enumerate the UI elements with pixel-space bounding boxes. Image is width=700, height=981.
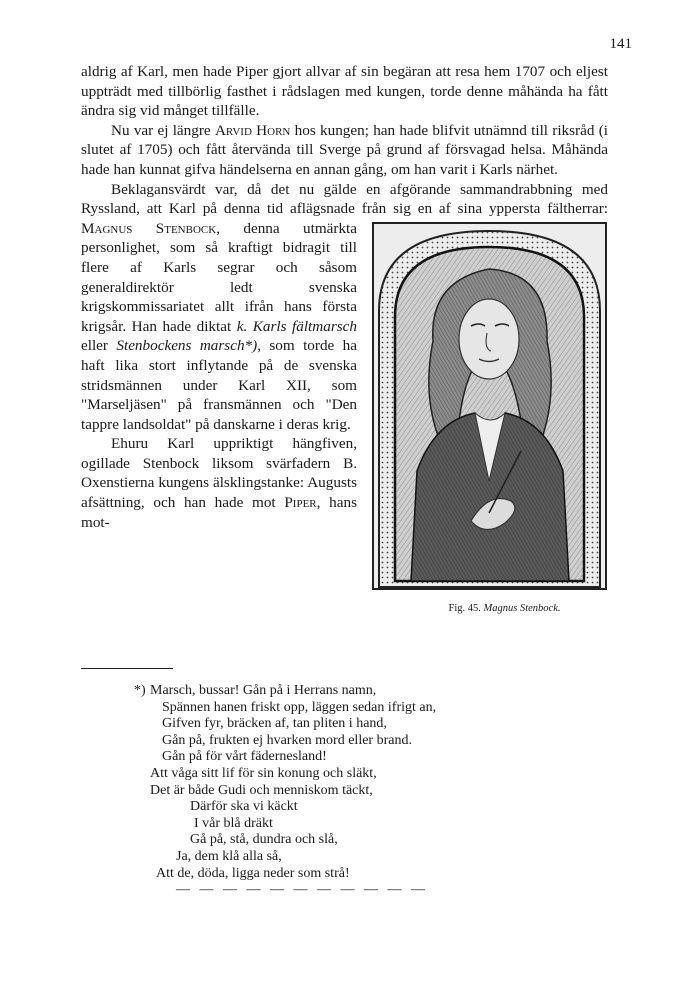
footnote-line-8: Därför ska vi käckt <box>190 799 298 815</box>
footnote-dashes: — — — — — — — — — — — <box>176 882 428 898</box>
paragraph-4-text-b: , hans mot- <box>81 494 357 531</box>
name-magnus-stenbock: Magnus Stenbock <box>81 219 217 237</box>
portrait-figure <box>371 221 608 617</box>
song-title-stenbockens-marsch: Stenbockens marsch*) <box>116 337 258 355</box>
paragraph-3-text-d: , som torde ha haft lika stort inflytande på de svenska stridsmännen under Karl XII, som "Marseljäsen" på fransmännen och "Den tappre landsoldat" på danskarne i deras krig. <box>81 337 358 433</box>
paragraph-3-text-c: eller <box>81 337 117 355</box>
paragraph-1-text: aldrig af Karl, men hade Piper gjort allvar af sin begäran att resa hem 1707 och eljest uppträdt med tillbörlig fasthet i rådslagen med kungen, torde denne måhända ha fått ändra sig vid månget tillfälle. <box>81 63 608 120</box>
song-title-faltmarsch: k. Karls fältmarsch <box>236 317 357 335</box>
footnote-line-7: Det är både Gudi och menniskom täckt, <box>150 782 373 798</box>
paragraph-2-text-b: hos kungen; han hade blifvit utnämnd till riksråd (i slutet af 1705) och fått återvända till Sverge på grund af försvagad helsa. Måhända hade han kunnat gifva händelserna en annan gång, om han varit i Karls närhet. <box>81 121 608 178</box>
name-arvid-horn: Arvid Horn <box>214 121 291 139</box>
paragraph-4-text-a: Ehuru Karl uppriktigt hängfiven, ogillade Stenbock liksom svärfadern B. Oxenstierna kungens älsklingstanke: Augusts afsättning, och han hade mot <box>81 435 357 512</box>
footnote-line-11: Ja, dem klå alla så, <box>176 848 282 864</box>
body-text <box>81 62 608 621</box>
figure-caption <box>371 599 608 619</box>
caption-title: Magnus Stenbock. <box>483 602 561 614</box>
page-number: 141 <box>609 36 632 52</box>
paragraph-2 <box>81 121 608 180</box>
footnote-line-1 <box>134 683 570 700</box>
paragraph-3-text-a: Beklagansvärdt var, då det nu gälde en afgörande sammandrabbning med Ryssland, att Karl på denna tid aflägsnade från sig en af sina yppersta fältherrar: <box>81 180 608 218</box>
footnote-verse-1: Marsch, bussar! Gån på i Herrans namn, <box>150 683 377 698</box>
footnote-line-6: Att våga sitt lif för sin konung och släkt, <box>150 765 377 781</box>
paragraph-1 <box>81 62 608 121</box>
face <box>459 299 519 379</box>
footnote-line-2: Spännen hanen friskt opp, läggen sedan ifrigt an, <box>162 699 437 715</box>
footnote-line-9: I vår blå dräkt <box>194 815 273 831</box>
footnote-line-5: Gån på för vårt fädernesland! <box>162 749 327 765</box>
caption-prefix: Fig. 45. <box>448 602 484 614</box>
footnote-rule <box>81 668 173 669</box>
paragraph-2-text-a: Nu var ej längre <box>111 121 215 139</box>
footnote-marker: *) <box>134 683 146 698</box>
portrait-engraving-icon <box>371 221 608 593</box>
footnote-line-12: Att de, döda, ligga neder som strå! <box>156 865 350 881</box>
footnote-line-3: Gifven fyr, bräcken af, tan pliten i hand, <box>162 716 387 732</box>
paragraph-3-text-b: , denna utmärkta personlighet, som så kraftigt bidragit till flere af Karls segrar och såsom generaldirektör ledt svenska krigskommissariatet allt ifrån hans första krigsår. Han hade diktat <box>81 219 357 335</box>
footnote <box>134 683 570 899</box>
footnote-line-4: Gån på, frukten ej hvarken mord eller brand. <box>162 732 412 748</box>
name-piper: Piper <box>284 494 317 512</box>
footnote-line-10: Gå på, stå, dundra och slå, <box>190 832 338 848</box>
